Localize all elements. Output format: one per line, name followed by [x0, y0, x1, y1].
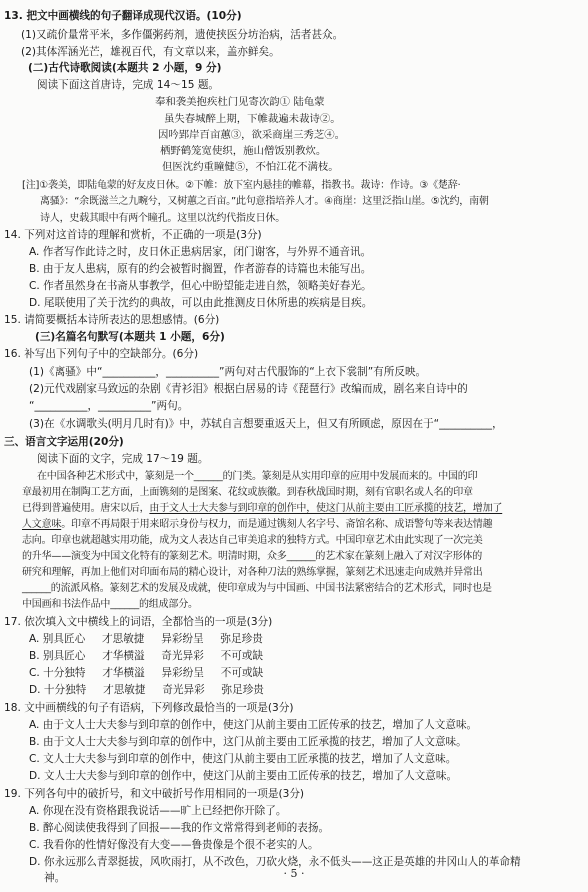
text-line-q16-1: (1)《离骚》中“__________，__________”两句对古代服饰的“上衣下裳制”有所反映。: [29, 366, 427, 378]
text-line-q19-c: C. 我看你的性情好像没有大变——鲁贵像是个很不老实的人。: [29, 839, 319, 851]
text-line-p-6: 的升华——演变为中国文化特有的篆刻艺术。明清时期，众多______的艺术家在篆刻上融入了对汉字形体的: [22, 551, 482, 562]
text-line-p-1: 在中国各种艺术形式中，篆刻是一个______的门类。篆刻是从实用印章的应用中发展而来的。中国的印: [37, 471, 478, 482]
page-number: · 5 ·: [283, 867, 305, 880]
text-line-q17-b: B. 别具匠心 才华横溢 奇光异彩 不可或缺: [29, 650, 264, 662]
text-line-q18-a: A. 由于文人士大夫参与到印章的创作中，使这门从前主要由工匠传承的技艺，增加了人文意味。: [29, 719, 478, 731]
text-line-q16-3: (3)在《水调歌头(明月几时有)》中，苏轼自言想要重返天上，但又有所顾虑，原因在于“__________，: [29, 418, 503, 430]
text-line-q19-b: B. 醉心阅读使我得到了回报——我的作文常常得到老师的表扬。: [29, 822, 330, 834]
text-line-q13-2: (2)其体浑涵光芒，雄视百代，有文章以来，盖亦鲜矣。: [21, 46, 280, 58]
text-line-note-2: 离骚》：“余既滋兰之九畹兮，又树蕙之百亩。”此句意指培养人才。④商崖：这里泛指山崖。⑤沈约，南朝: [40, 196, 489, 207]
text-line-q14: 14. 下列对这首诗的理解和赏析，不正确的一项是(3分): [4, 229, 262, 241]
text-line-q15: 15. 请简要概括本诗所表达的思想感情。(6分): [4, 314, 220, 326]
text-line-q16-2b: “__________，__________”两句。: [29, 400, 189, 412]
text-line-q17-c: C. 十分独特 才华横溢 异彩纷呈 不可或缺: [29, 667, 264, 679]
text-line-sec3: (三)名篇名句默写(本题共 1 小题，6分): [35, 331, 225, 343]
text-line-q18-d: D. 文人士大夫参与到印章的创作中，使这门从前主要由工匠传承的技艺，增加了人文意味。: [29, 770, 458, 782]
text-line-p-4: 人文意味。印章不再局限于用来昭示身份与权力，而是通过镌刻人名字号、斋馆名称、成语警句等来表达情趣: [22, 519, 493, 530]
text-line-poem-title: 奉和袭美抱疾杜门见寄次韵① 陆龟蒙: [155, 96, 325, 108]
text-line-q19-a: A. 你现在没有资格跟我说话——旷上已经把你开除了。: [29, 805, 287, 817]
text-line-p-5: 志向。印章也就超越实用功能，成为文人表达自己审美追求的独特方式。中国印章艺术由此实现了一次完美: [22, 535, 483, 546]
text-line-q14-c: C. 作者虽然身在书斋从事教学，但心中盼望能走进自然，领略美好春光。: [29, 280, 372, 292]
text-line-note-3: 诗人，史载其眼中有两个瞳孔。这里以沈约代指皮日休。: [40, 213, 285, 224]
text-line-q19-d1: D. 你永远那么青翠挺拔，风吹雨打，从不改色，刀砍火烧，永不低头——这正是英雄的井冈山人的革命精: [29, 856, 521, 868]
text-line-q16-2a: (2)元代戏剧家马致远的杂剧《青衫泪》根据白居易的诗《琵琶行》改编而成，剧名来自诗中的: [29, 383, 468, 395]
text-line-poem-3: 栖野鹤笼宽使织，施山僧饭别教炊。: [160, 145, 327, 157]
text-line-q18-b: B. 由于文人士大夫参与到印章的创作中，这门从前主要由工匠承揽的技艺，增加了人文意味。: [29, 736, 467, 748]
text-line-q19: 19. 下列各句中的破折号，和文中破折号作用相同的一项是(3分): [4, 788, 305, 800]
text-line-q18: 18. 文中画横线的句子有语病，下列修改最恰当的一项是(3分): [4, 702, 294, 714]
text-line-q13: 13. 把文中画横线的句子翻译成现代汉语。(10分): [4, 10, 242, 22]
text-line-q19-d2: 神。: [44, 872, 66, 884]
text-line-poem-2: 因吟郢岸百亩蕙③，欲采商崖三秀芝④。: [158, 129, 346, 141]
text-line-q17-a: A. 别具匠心 才思敏捷 异彩纷呈 弥足珍贵: [29, 633, 263, 645]
text-line-read-text: 阅读下面的文字，完成 17～19 题。: [37, 453, 209, 465]
text-line-poem-4: 但医沈约重瞳健⑤，不怕江花不满枝。: [162, 161, 339, 173]
text-line-q13-1: (1)又疏价量常平米，多作僵粥药剂，遗使挟医分坊治病，活者甚众。: [21, 29, 344, 41]
text-line-q18-c: C. 文人士大夫参与到印章的创作中，使这门从前主要由工匠承揽的技艺，增加了人文意味。: [29, 753, 457, 765]
text-line-sec-lang: 三、语言文字运用(20分): [4, 436, 124, 448]
text-line-p-7: 研究和理解，再加上他们对印面布局的精心设计，对各种刀法的熟练掌握，篆刻艺术迅速走向成熟并异常出: [22, 567, 483, 578]
text-line-p-2: 章最初用在制陶工艺方面，上面镌刻的是图案、花纹或族徽。到春秋战国时期，刻有官职名或人名的印章: [22, 487, 473, 498]
text-line-p-9: 中国画和书法作品中______的组成部分。: [22, 599, 198, 610]
text-line-read-poem: 阅读下面这首唐诗，完成 14～15 题。: [37, 79, 220, 91]
text-line-p-8: ______的流派风格。篆刻艺术的发展及成就，使印章成为与中国画、中国书法紧密结合的艺术形式，同时也是: [22, 583, 492, 594]
text-line-q14-a: A. 作者写作此诗之时，皮日休正患病居家，闭门谢客，与外界不通音讯。: [29, 246, 372, 258]
text-line-note-1: [注]①袭美，即陆龟蒙的好友皮日休。②下帷：放下室内悬挂的帷幕，指教书。裁诗：作诗。③《楚辞·: [22, 180, 461, 191]
text-line-q14-b: B. 由于友人患病，原有的约会被暂时搁置，作者游春的诗篇也未能写出。: [29, 263, 372, 275]
text-line-sec2: (二)古代诗歌阅读(本题共 2 小题，9 分): [28, 62, 222, 74]
text-line-q14-d: D. 尾联使用了关于沈约的典故，可以由此推测皮日休所患的疾病是目疾。: [29, 297, 373, 309]
text-line-q17-d: D. 十分独特 才思敏捷 奇光异彩 弥足珍贵: [29, 684, 264, 696]
text-line-q16: 16. 补写出下列句子中的空缺部分。(6分): [4, 348, 199, 360]
text-line-p-3: 已得到普遍使用。唐宋以后，由于文人士大夫参与到印章的创作中，使这门从前主要由工匠承揽的技艺，增加了: [22, 503, 503, 514]
text-line-q17: 17. 依次填入文中横线上的词语，全都恰当的一项是(3分): [4, 616, 273, 628]
text-line-poem-1: 虽失春城醉上期，下帷裁遍未裁诗②。: [164, 113, 341, 125]
